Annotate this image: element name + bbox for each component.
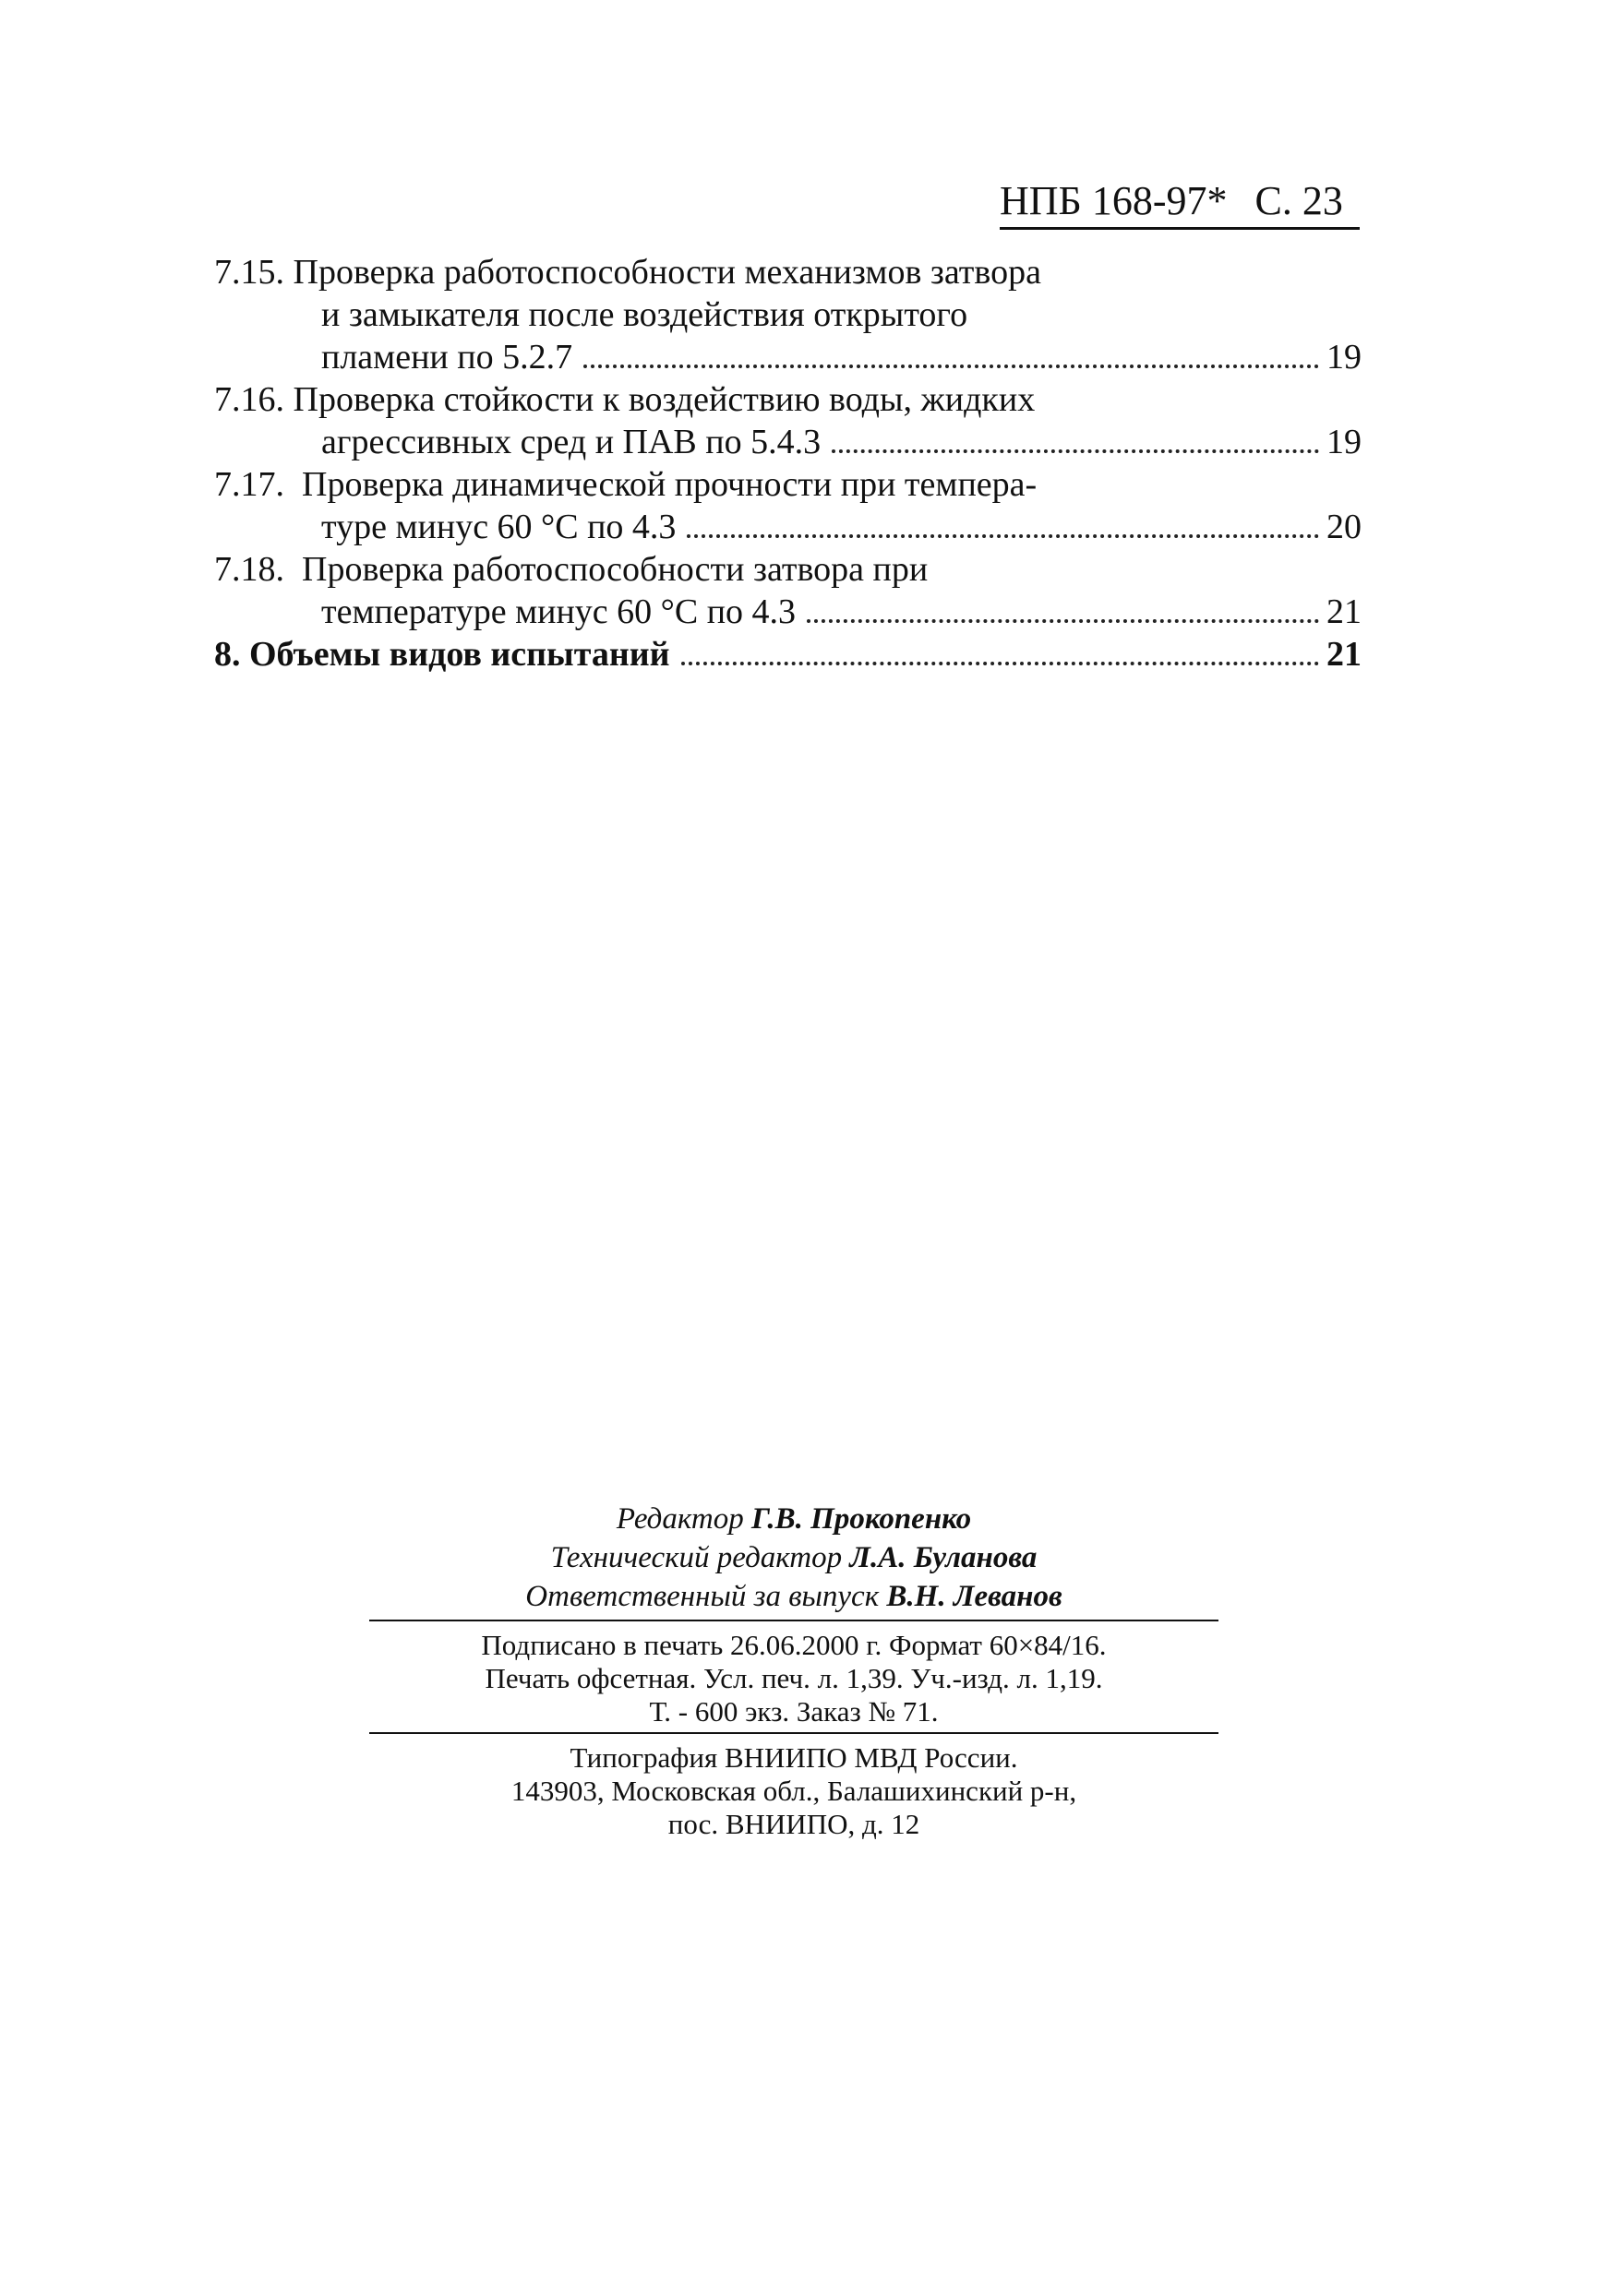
responsible-role: Ответственный за выпуск: [525, 1580, 880, 1613]
toc-entry-7-18: [214, 548, 1362, 633]
responsible-line: [369, 1577, 1218, 1616]
page-header: [1000, 177, 1360, 230]
editor-name: Г.В. Прокопенко: [750, 1502, 972, 1536]
document-code: НПБ 168-97*: [1000, 178, 1228, 223]
toc-leader-dots: [687, 534, 1319, 538]
page-number: С. 23: [1254, 178, 1343, 223]
print-info-line: Печать офсетная. Усл. печ. л. 1,39. Уч.-изд. л. 1,19.: [485, 1662, 1103, 1694]
toc-entry-7-15: [214, 251, 1362, 378]
printer-info-line: 143903, Московская обл., Балашихинский р-н,: [510, 1775, 1077, 1807]
editor-line: [369, 1500, 1218, 1538]
divider: [369, 1732, 1218, 1734]
toc-entry-7-16: [214, 378, 1362, 463]
toc-entry-text: Проверка динамической прочности при темпера-: [302, 465, 1038, 504]
toc-entry-page: 21: [1326, 635, 1362, 674]
printer-info-line: Типография ВНИИПО МВД России.: [570, 1741, 1018, 1774]
tech-editor-name: Л.А. Буланова: [849, 1541, 1038, 1574]
toc-entry-page: 20: [1326, 508, 1362, 546]
toc-entry-number: 7.18.: [214, 550, 284, 589]
toc-leader-dots: [807, 619, 1319, 623]
toc-leader-dots: [583, 365, 1319, 368]
toc-entry-7-17: [214, 463, 1362, 548]
toc-leader-dots: [832, 449, 1319, 453]
toc-entry-text: Объемы видов испытаний: [249, 635, 670, 674]
toc-entry-text: Проверка стойкости к воздействию воды, жидких: [293, 380, 1036, 419]
divider: [369, 1620, 1218, 1621]
toc-leader-dots: [681, 662, 1319, 665]
toc-entry-number: 7.15.: [214, 253, 284, 292]
toc-entry-number: 8.: [214, 635, 241, 674]
tech-editor-line: [369, 1538, 1218, 1577]
toc-entry-text: Проверка работоспособности затвора при: [302, 550, 929, 589]
toc-entry-page: 19: [1326, 423, 1362, 461]
tech-editor-role: Технический редактор: [550, 1541, 843, 1574]
toc-entry-text: туре минус 60 °С по 4.3: [321, 508, 677, 546]
toc-entry-page: 19: [1326, 338, 1362, 377]
toc-entry-page: 21: [1326, 592, 1362, 631]
responsible-name: В.Н. Леванов: [886, 1580, 1062, 1613]
print-info-line: Подписано в печать 26.06.2000 г. Формат 60×84/16.: [481, 1629, 1107, 1661]
editor-role: Редактор: [616, 1502, 744, 1536]
toc-entry-number: 7.17.: [214, 465, 284, 504]
toc-entry-text: Проверка работоспособности механизмов затвора: [293, 253, 1041, 292]
toc-entry-text: температуре минус 60 °С по 4.3: [321, 592, 797, 631]
toc-entry-8: [214, 633, 1362, 676]
print-info-line: Т. - 600 экз. Заказ № 71.: [649, 1695, 939, 1728]
toc-entry-text: агрессивных сред и ПАВ по 5.4.3: [321, 423, 822, 461]
toc-entry-text: и замыкателя после воздействия открытого: [321, 295, 968, 334]
imprint-block: [369, 1500, 1218, 1841]
printer-info-line: пос. ВНИИПО, д. 12: [667, 1808, 920, 1840]
table-of-contents: [214, 251, 1362, 676]
toc-entry-number: 7.16.: [214, 380, 284, 419]
toc-entry-text: пламени по 5.2.7: [321, 338, 573, 377]
